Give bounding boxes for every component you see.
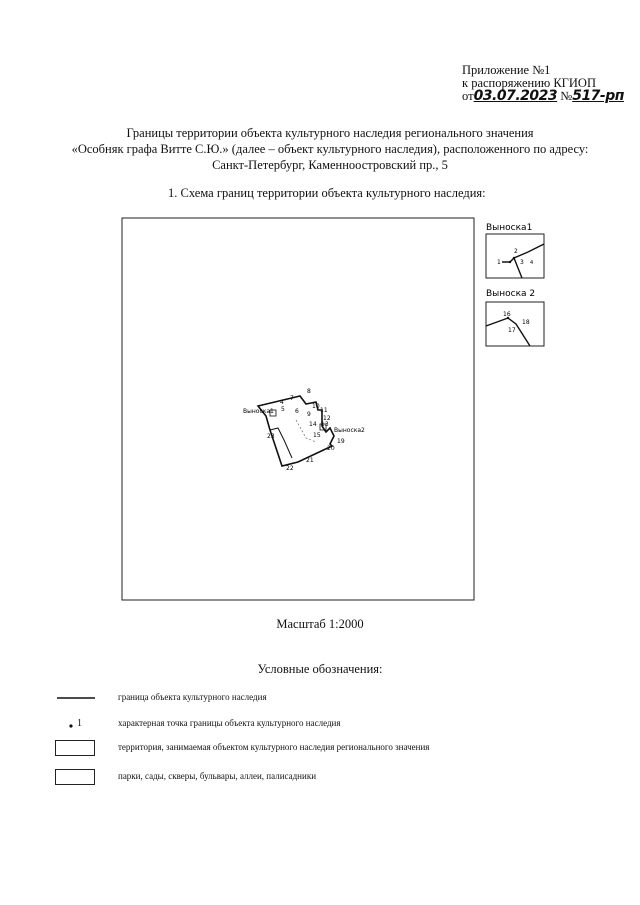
appendix-no: № xyxy=(560,89,573,103)
point-label-8: 8 xyxy=(307,388,311,395)
appendix-line1: Приложение №1 xyxy=(462,63,551,77)
point-label-14: 14 xyxy=(309,421,317,428)
callout2-point-18: 18 xyxy=(522,319,530,326)
point-label-6: 6 xyxy=(295,408,299,415)
point-label-4: 4 xyxy=(280,399,284,406)
point-label-7: 7 xyxy=(290,395,294,402)
point-label-22: 22 xyxy=(286,465,294,472)
legend-text-territory: территория, занимаемая объектом культурного наследия регионального значения xyxy=(118,742,430,752)
point-label-13: 13 xyxy=(321,421,329,428)
legend-text-parks: парки, сады, скверы, бульвары, аллеи, палисадники xyxy=(118,771,317,781)
point-label-19: 19 xyxy=(337,438,345,445)
appendix-from: от xyxy=(462,89,474,103)
point-label-11: 11 xyxy=(320,407,328,414)
title-line1: Границы территории объекта культурного наследия регионального значения xyxy=(126,126,534,140)
point-label-23: 23 xyxy=(267,433,275,440)
callout2-point-16: 16 xyxy=(503,311,511,318)
legend-point-number: 1 xyxy=(77,718,82,729)
callout2-inset xyxy=(486,302,544,346)
legend-parks-symbol xyxy=(55,769,95,785)
title-line2: «Особняк графа Витте С.Ю.» (далее – объект культурного наследия), расположенного по адресу: xyxy=(71,142,589,156)
section-heading: 1. Схема границ территории объекта культурного наследия: xyxy=(168,186,486,200)
callout1-point-4: 4 xyxy=(530,260,534,266)
legend-text-boundary: граница объекта культурного наследия xyxy=(118,692,267,702)
callout2-point-17: 17 xyxy=(508,327,516,334)
callout1-frame xyxy=(486,234,544,278)
point-label-5: 5 xyxy=(281,406,285,413)
callout1-point-1: 1 xyxy=(497,259,501,266)
point-label-12: 12 xyxy=(323,415,331,422)
map-callout2-label: Выноска2 xyxy=(334,427,365,434)
callout1-point-2: 2 xyxy=(514,248,518,255)
callout1-inset xyxy=(486,234,544,278)
appendix-line2: к распоряжению КГИОП xyxy=(462,76,596,90)
callout1-point-3: 3 xyxy=(520,259,524,266)
point-label-15: 15 xyxy=(313,432,321,439)
title-line3: Санкт-Петербург, Каменноостровский пр., 5 xyxy=(212,158,448,172)
legend-line-symbol xyxy=(57,692,97,704)
legend-territory-symbol xyxy=(55,740,95,756)
map-callout1-label: Выноска1 xyxy=(243,408,274,415)
point-label-9: 9 xyxy=(307,411,311,418)
point-label-10: 10 xyxy=(312,403,320,410)
callout1-title: Выноска1 xyxy=(486,223,533,233)
point-label-20: 20 xyxy=(327,445,335,452)
legend-title: Условные обозначения: xyxy=(257,662,383,676)
legend-text-point: характерная точка границы объекта культурного наследия xyxy=(118,718,341,728)
order-date: 03.07.2023 xyxy=(473,88,558,104)
callout2-title: Выноска 2 xyxy=(486,289,536,299)
map-scale: Масштаб 1:2000 xyxy=(276,617,364,631)
point-label-21: 21 xyxy=(306,457,314,464)
order-number: 517-рп xyxy=(572,88,624,104)
